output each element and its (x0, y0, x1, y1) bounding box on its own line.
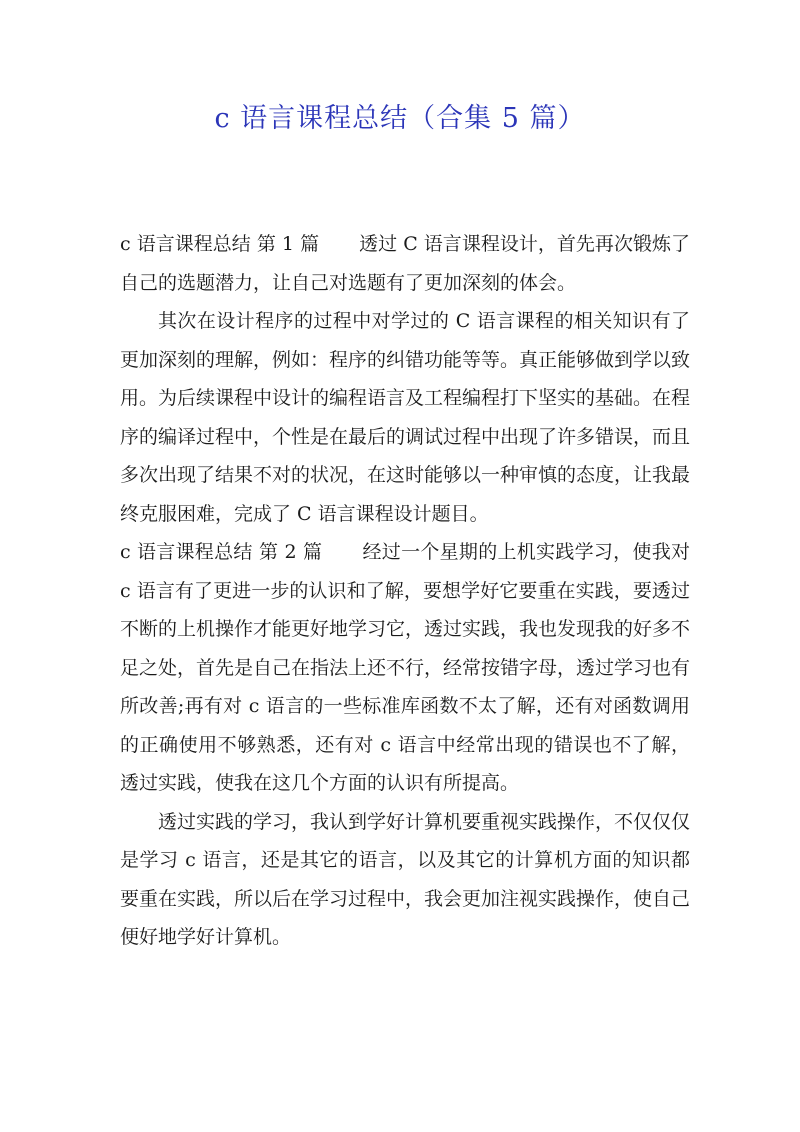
section-1-lead-paragraph (120, 225, 690, 302)
document-body (120, 225, 690, 957)
document-title: c 语言课程总结（合集 5 篇） (214, 103, 586, 134)
section-1-heading: c 语言课程总结 第 1 篇 (120, 233, 320, 255)
section-1-lead: 透过 C 语言课程设计，首先再次锻炼了自己的选题潜力，让自己对选题有了更加深刻的体会。 (120, 233, 691, 294)
section-1-paragraph: 其次在设计程序的过程中对学过的 C 语言课程的相关知识有了更加深刻的理解，例如：程序的纠错功能等等。真正能够做到学以致用。为后续课程中设计的编程语言及工程编程打下坚实的基础。在程序的编译过程中，个性是在最后的调试过程中出现了许多错误，而且多次出现了结果不对的状况，在这时能够以一种审慎的态度，让我最终克服困难，完成了 C 语言课程设计题目。 (120, 310, 691, 525)
section-2-paragraph: 透过实践的学习，我认到学好计算机要重视实践操作，不仅仅仅是学习 c 语言，还是其它的语言，以及其它的计算机方面的知识都要重在实践，所以后在学习过程中，我会更加注视实践操作，使自己便好地学好计算机。 (120, 810, 691, 948)
section-2-heading: c 语言课程总结 第 2 篇 (120, 541, 323, 563)
section-2-lead: 经过一个星期的上机实践学习，使我对 c 语言有了更进一步的认识和了解，要想学好它要重在实践，要透过不断的上机操作才能更好地学习它，透过实践，我也发现我的好多不足之处，首先是自己在指法上还不行，经常按错字母，透过学习也有所改善;再有对 c 语言的一些标准库函数不太了解，还有对函数调用的正确使用不够熟悉，还有对 c 语言中经常出现的错误也不了解，透过实践，使我在这几个方面的认识有所提高。 (120, 541, 691, 794)
section-2-lead-paragraph (120, 533, 690, 803)
